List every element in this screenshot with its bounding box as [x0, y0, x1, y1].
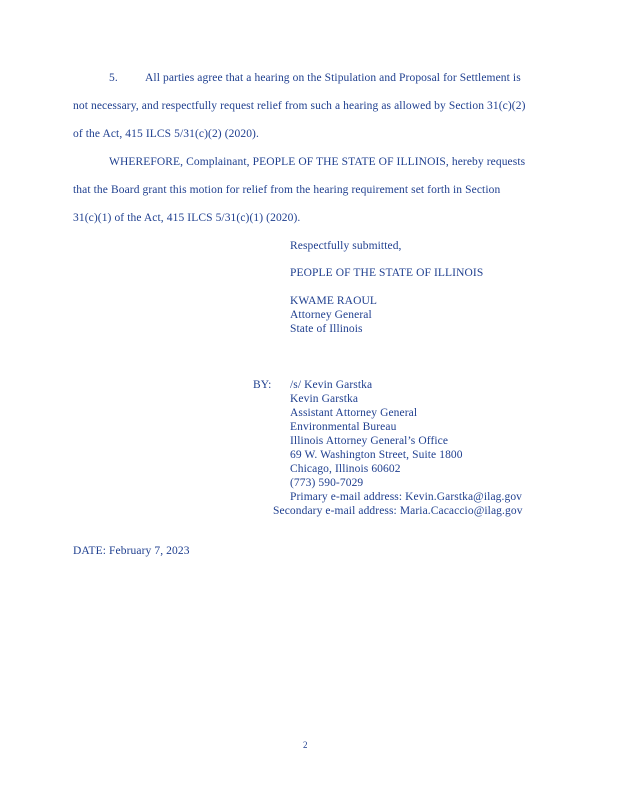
- office-street: 69 W. Washington Street, Suite 1800: [290, 449, 463, 461]
- paragraph-number: 5.: [109, 72, 118, 84]
- paragraph-line: All parties agree that a hearing on the Stipulation and Proposal for Settlement is: [145, 72, 521, 84]
- closing: Respectfully submitted,: [290, 240, 402, 252]
- secondary-email: Secondary e-mail address: Maria.Cacaccio@ilag.gov: [273, 505, 523, 517]
- date-line: DATE: February 7, 2023: [73, 545, 190, 557]
- signer-title: Assistant Attorney General: [290, 407, 418, 419]
- signer-bureau: Environmental Bureau: [290, 421, 397, 433]
- wherefore-line: that the Board grant this motion for relief from the hearing requirement set forth in Section: [73, 184, 501, 196]
- by-label: BY:: [253, 379, 272, 391]
- attorney-general-state: State of Illinois: [290, 323, 363, 335]
- signer-office: Illinois Attorney General’s Office: [290, 435, 449, 447]
- paragraph-line: of the Act, 415 ILCS 5/31(c)(2) (2020).: [73, 128, 259, 140]
- office-city: Chicago, Illinois 60602: [290, 463, 401, 475]
- page-number: 2: [303, 740, 308, 750]
- wherefore-line: 31(c)(1) of the Act, 415 ILCS 5/31(c)(1) (2020).: [73, 212, 301, 224]
- attorney-general-title: Attorney General: [290, 309, 372, 321]
- electronic-signature: /s/ Kevin Garstka: [290, 379, 373, 391]
- paragraph-line: not necessary, and respectfully request relief from such a hearing as allowed by Section 31(c)(2): [73, 100, 526, 112]
- attorney-general-name: KWAME RAOUL: [290, 295, 378, 307]
- party-name: PEOPLE OF THE STATE OF ILLINOIS: [290, 267, 484, 279]
- primary-email: Primary e-mail address: Kevin.Garstka@ilag.gov: [290, 491, 523, 503]
- wherefore-line: WHEREFORE, Complainant, PEOPLE OF THE STATE OF ILLINOIS, hereby requests: [109, 156, 526, 168]
- signer-name: Kevin Garstka: [290, 393, 359, 405]
- office-phone: (773) 590-7029: [290, 477, 364, 489]
